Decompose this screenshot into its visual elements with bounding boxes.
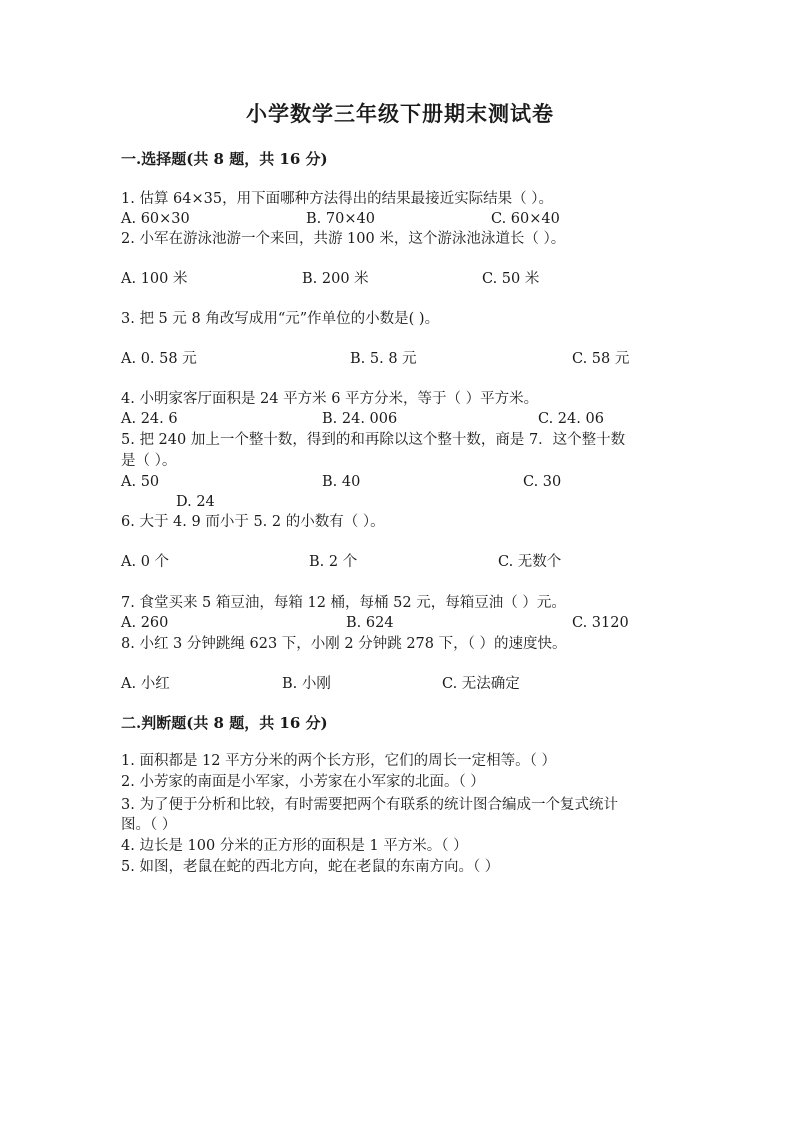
q4-option-a: A. 24. 6 bbox=[121, 411, 178, 427]
q8-option-a: A. 小红 bbox=[121, 676, 170, 692]
page-title: 小学数学三年级下册期末测试卷 bbox=[246, 101, 554, 126]
q5-option-b: B. 40 bbox=[322, 474, 361, 490]
question-8: 8. 小红 3 分钟跳绳 623 下，小刚 2 分钟跳 278 下，（ ）的速度快。 bbox=[121, 636, 567, 652]
question-7: 7. 食堂买来 5 箱豆油，每箱 12 桶，每桶 52 元，每箱豆油（ ）元。 bbox=[121, 595, 566, 611]
q3-option-b: B. 5. 8 元 bbox=[350, 351, 417, 367]
judgement-item-3-line1: 3. 为了便于分析和比较，有时需要把两个有联系的统计图合编成一个复式统计 bbox=[121, 797, 618, 813]
question-2: 2. 小军在游泳池游一个来回，共游 100 米，这个游泳池泳道长（ ）。 bbox=[121, 231, 566, 247]
q7-option-a: A. 260 bbox=[121, 615, 169, 631]
q2-option-a: A. 100 米 bbox=[121, 271, 188, 287]
question-6: 6. 大于 4. 9 而小于 5. 2 的小数有（ ）。 bbox=[121, 514, 385, 530]
question-3: 3. 把 5 元 8 角改写成用“元”作单位的小数是( )。 bbox=[121, 311, 440, 327]
question-1: 1. 估算 64×35，用下面哪种方法得出的结果最接近实际结果（ ）。 bbox=[121, 191, 553, 207]
question-4: 4. 小明家客厅面积是 24 平方米 6 平方分米，等于（ ）平方米。 bbox=[121, 391, 539, 407]
q6-option-a: A. 0 个 bbox=[121, 554, 170, 570]
q2-option-b: B. 200 米 bbox=[302, 271, 369, 287]
q3-option-c: C. 58 元 bbox=[572, 351, 630, 367]
q1-option-a: A. 60×30 bbox=[121, 211, 190, 227]
q6-option-b: B. 2 个 bbox=[309, 554, 358, 570]
q8-option-b: B. 小刚 bbox=[282, 676, 331, 692]
q5-option-d: D. 24 bbox=[176, 494, 215, 510]
q5-option-a: A. 50 bbox=[121, 474, 160, 490]
section-heading-choice: 一.选择题(共 8 题，共 16 分) bbox=[121, 150, 328, 168]
section-heading-judgement: 二.判断题(共 8 题，共 16 分) bbox=[121, 714, 328, 732]
q8-option-c: C. 无法确定 bbox=[442, 676, 520, 692]
q1-option-b: B. 70×40 bbox=[306, 211, 375, 227]
q5-option-c: C. 30 bbox=[523, 474, 562, 490]
q4-option-c: C. 24. 06 bbox=[538, 411, 604, 427]
q1-option-c: C. 60×40 bbox=[491, 211, 560, 227]
judgement-item-2: 2. 小芳家的南面是小军家，小芳家在小军家的北面。（ ） bbox=[121, 774, 485, 790]
question-5-line2: 是（ ）。 bbox=[121, 453, 177, 469]
q6-option-c: C. 无数个 bbox=[498, 554, 562, 570]
question-5-line1: 5. 把 240 加上一个整十数，得到的和再除以这个整十数，商是 7．这个整十数 bbox=[121, 432, 626, 448]
judgement-item-3-line2: 图。（ ） bbox=[121, 817, 177, 833]
judgement-item-5: 5. 如图，老鼠在蛇的西北方向，蛇在老鼠的东南方向。（ ） bbox=[121, 859, 500, 875]
q3-option-a: A. 0. 58 元 bbox=[121, 351, 197, 367]
q7-option-c: C. 3120 bbox=[572, 615, 629, 631]
judgement-item-1: 1. 面积都是 12 平方分米的两个长方形，它们的周长一定相等。（ ） bbox=[121, 753, 556, 769]
q7-option-b: B. 624 bbox=[346, 615, 394, 631]
judgement-item-4: 4. 边长是 100 分米的正方形的面积是 1 平方米。（ ） bbox=[121, 838, 468, 854]
q2-option-c: C. 50 米 bbox=[482, 271, 540, 287]
q4-option-b: B. 24. 006 bbox=[322, 411, 398, 427]
